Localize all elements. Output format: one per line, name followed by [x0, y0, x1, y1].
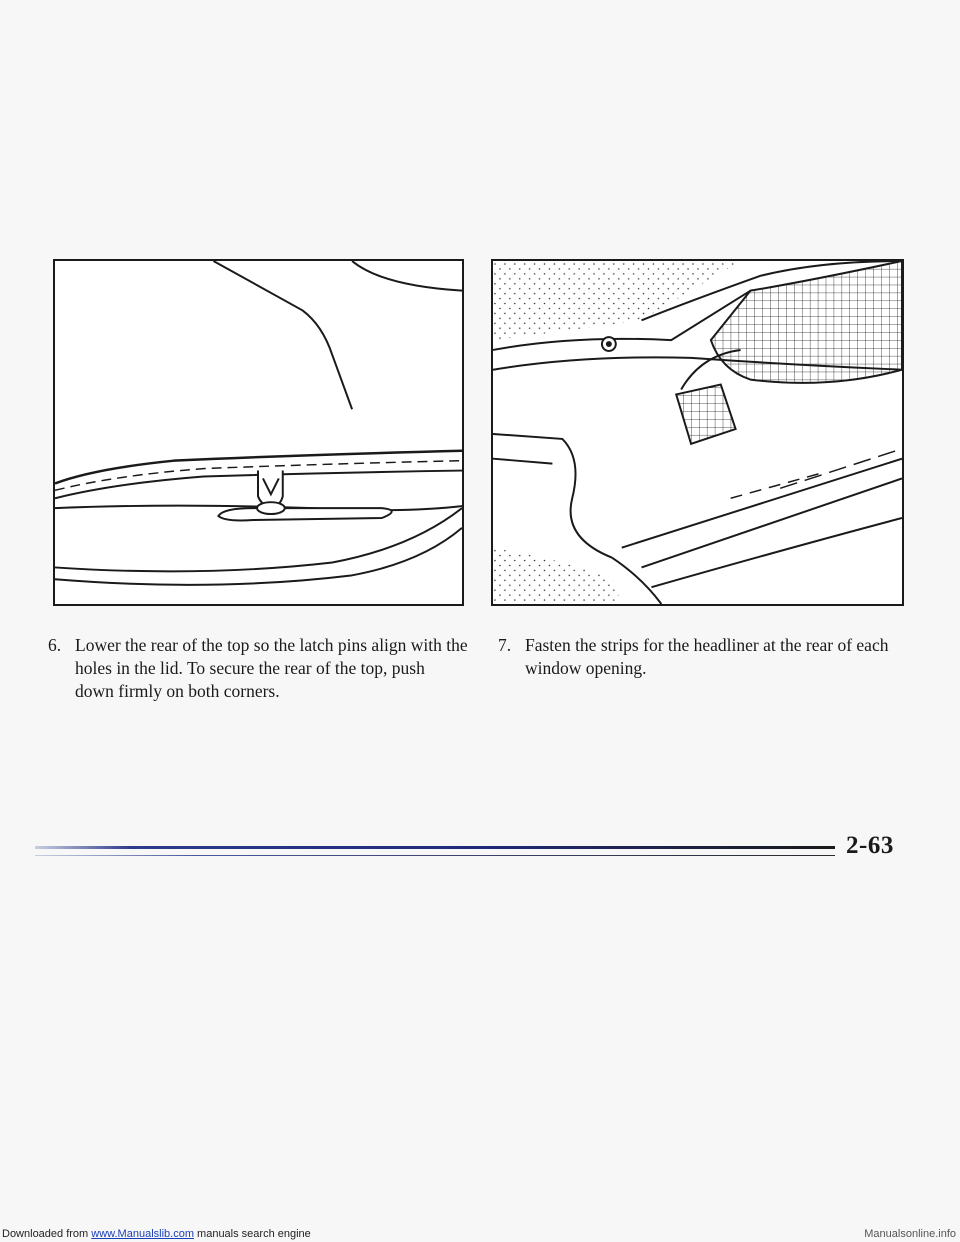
page-number: 2-63 [846, 832, 894, 859]
step-text: Lower the rear of the top so the latch pins align with the holes in the lid. To secure the rear of the top, push down firmly on both corners. [75, 635, 468, 701]
download-footer [0, 1226, 960, 1242]
footer-source [2, 1226, 311, 1242]
headliner-strip-drawing [493, 261, 902, 604]
step-number: 7. [498, 635, 512, 655]
step-text: Fasten the strips for the headliner at the rear of each window opening. [525, 635, 889, 678]
manualslib-link[interactable]: www.Manualslib.com [91, 1228, 194, 1240]
footer-rule [35, 846, 835, 849]
latch-pin-illustration [53, 259, 464, 606]
footer-suffix: manuals search engine [193, 1228, 311, 1240]
latch-pin-drawing [55, 261, 462, 604]
footer-watermark: Manualsonline.info [864, 1228, 956, 1240]
step-number: 6. [48, 635, 62, 655]
footer-prefix: Downloaded from [2, 1228, 92, 1240]
headliner-strip-illustration [491, 259, 904, 606]
step-7 [498, 634, 908, 680]
step-6 [48, 634, 468, 703]
footer-rule-thin [35, 855, 835, 856]
